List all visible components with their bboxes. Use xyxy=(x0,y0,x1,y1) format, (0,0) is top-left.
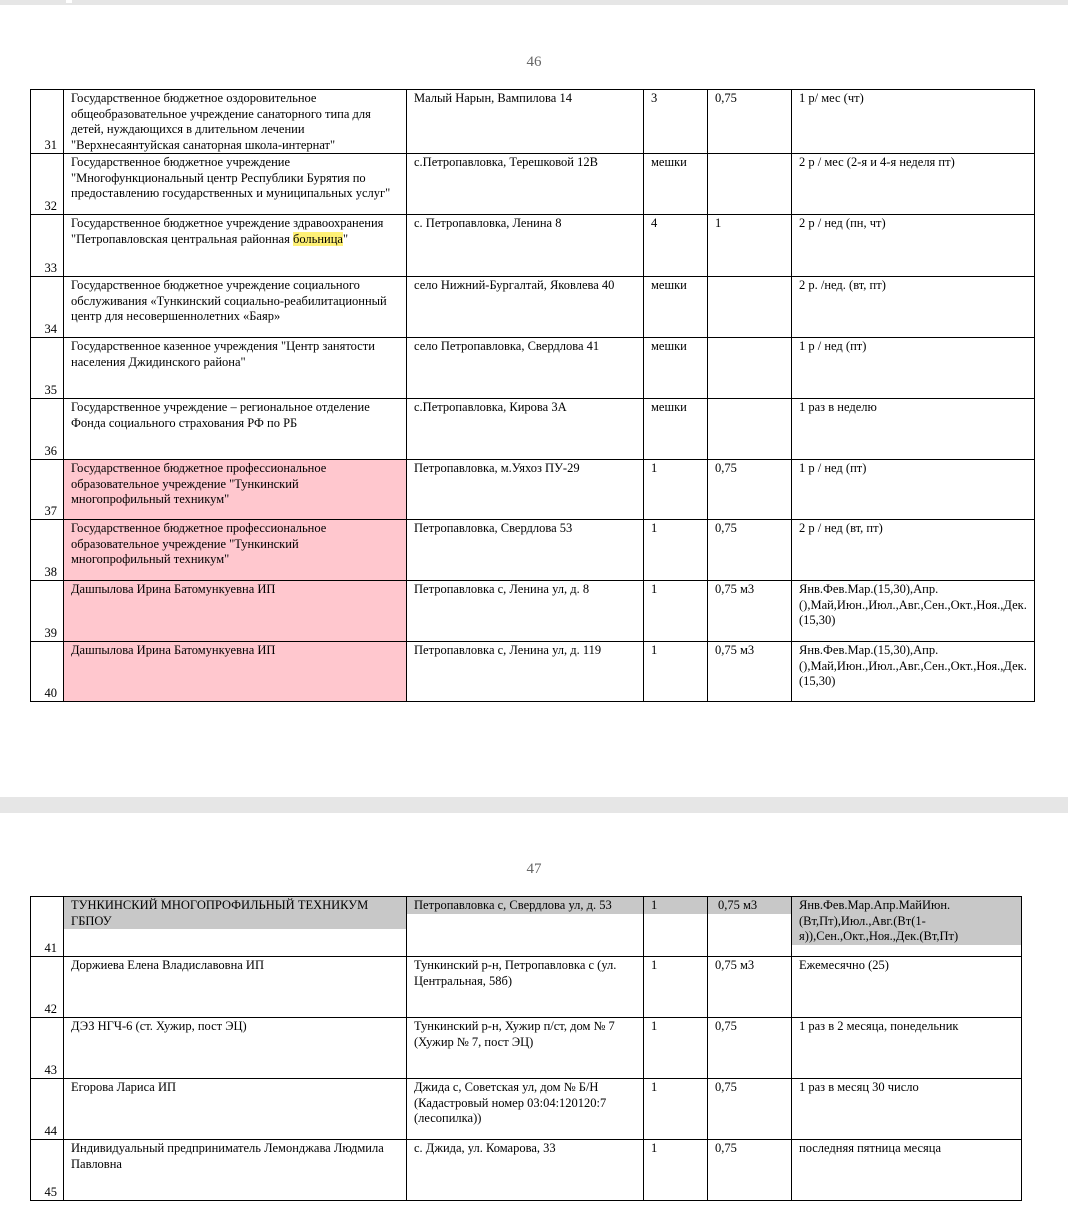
organization-name: Доржиева Елена Владиславовна ИП xyxy=(64,957,407,1018)
container-volume: 0,75 м3 xyxy=(708,642,792,702)
pickup-schedule: Ежемесячно (25) xyxy=(792,957,1022,1018)
row-number: 33 xyxy=(31,215,64,277)
address-cell: с.Петропавловка, Терешковой 12В xyxy=(407,154,644,215)
organization-name: Дашпылова Ирина Батомункуевна ИП xyxy=(64,642,407,702)
container-volume xyxy=(708,338,792,399)
container-volume: 0,75 xyxy=(708,520,792,581)
address-cell: Петропавловка, Свердлова 53 xyxy=(407,520,644,581)
row-number: 31 xyxy=(31,90,64,154)
pickup-schedule: 2 р / мес (2-я и 4-я неделя пт) xyxy=(792,154,1035,215)
row-number: 38 xyxy=(31,520,64,581)
table-row xyxy=(31,277,1035,338)
container-count: мешки xyxy=(644,154,708,215)
pickup-schedule: 2 р / нед (вт, пт) xyxy=(792,520,1035,581)
address-cell: с. Джида, ул. Комарова, 33 xyxy=(407,1140,644,1201)
pickup-schedule: Янв.Фев.Мар.(15,30),Апр.(),Май,Июн.,Июл.,Авг.,Сен.,Окт.,Ноя.,Дек.(15,30) xyxy=(792,642,1035,702)
row-number: 41 xyxy=(31,897,64,957)
organization-name xyxy=(64,897,407,957)
container-count: мешки xyxy=(644,399,708,460)
table-row xyxy=(31,338,1035,399)
container-count: 1 xyxy=(644,1079,708,1140)
container-volume xyxy=(708,277,792,338)
table-row xyxy=(31,215,1035,277)
organization-name: Государственное бюджетное профессиональное образовательное учреждение "Тункинский многопрофильный техникум" xyxy=(64,520,407,581)
pickup-schedule: 1 раз в неделю xyxy=(792,399,1035,460)
container-volume xyxy=(708,897,792,957)
waste-schedule-table xyxy=(30,89,1035,702)
count-text: 1 xyxy=(644,897,707,914)
container-count: 1 xyxy=(644,1018,708,1079)
address-cell: с. Петропавловка, Ленина 8 xyxy=(407,215,644,277)
organization-name: Индивидуальный предприниматель Лемонджава Людмила Павловна xyxy=(64,1140,407,1201)
table-row xyxy=(31,957,1022,1018)
pickup-schedule: Янв.Фев.Мар.(15,30),Апр.(),Май,Июн.,Июл.,Авг.,Сен.,Окт.,Ноя.,Дек.(15,30) xyxy=(792,581,1035,642)
address-cell: Тункинский р-н, Хужир п/ст, дом № 7 (Хужир № 7, пост ЭЦ) xyxy=(407,1018,644,1079)
waste-schedule-table xyxy=(30,896,1022,1201)
organization-name: Государственное бюджетное профессиональное образовательное учреждение "Тункинский многопрофильный техникум" xyxy=(64,460,407,520)
container-volume: 0,75 xyxy=(708,1018,792,1079)
row-number: 44 xyxy=(31,1079,64,1140)
schedule-text: Янв.Фев.Мар.Апр.МайИюн.(Вт,Пт),Июл.,Авг.(Вт(1-я)),Сен.,Окт.,Ноя.,Дек.(Вт,Пт) xyxy=(792,897,1021,945)
container-volume: 0,75 м3 xyxy=(708,957,792,1018)
pickup-schedule xyxy=(792,897,1022,957)
container-count: 1 xyxy=(644,460,708,520)
table-row xyxy=(31,154,1035,215)
address-cell: Петропавловка с, Ленина ул, д. 8 xyxy=(407,581,644,642)
table-row xyxy=(31,581,1035,642)
container-count: 1 xyxy=(644,642,708,702)
organization-name xyxy=(64,215,407,277)
container-volume: 0,75 м3 xyxy=(708,581,792,642)
ruler-marker xyxy=(66,0,72,3)
organization-name: Государственное учреждение – региональное отделение Фонда социального страхования РФ по РБ xyxy=(64,399,407,460)
row-number: 42 xyxy=(31,957,64,1018)
container-count: 1 xyxy=(644,520,708,581)
container-count: 1 xyxy=(644,581,708,642)
table-row xyxy=(31,90,1035,154)
organization-name: Государственное бюджетное учреждение "Многофункциональный центр Республики Бурятия по предоставлению государственных и муниципальных услуг" xyxy=(64,154,407,215)
address-cell: Джида с, Советская ул, дом № Б/Н (Кадастровый номер 03:04:120120:7 (лесопилка)) xyxy=(407,1079,644,1140)
organization-name: Егорова Лариса ИП xyxy=(64,1079,407,1140)
document-page xyxy=(0,5,1068,797)
container-count xyxy=(644,897,708,957)
volume-text: 0,75 м3 xyxy=(708,897,791,914)
container-count: мешки xyxy=(644,277,708,338)
container-count: 1 xyxy=(644,957,708,1018)
name-text: Государственное бюджетное учреждение здравоохранения "Петропавловская центральная районная xyxy=(71,216,384,246)
pickup-schedule: 1 раз в 2 месяца, понедельник xyxy=(792,1018,1022,1079)
address-text: Петропавловка с, Свердлова ул, д. 53 xyxy=(407,897,643,914)
address-cell xyxy=(407,897,644,957)
container-count: 3 xyxy=(644,90,708,154)
pickup-schedule: 1 р/ мес (чт) xyxy=(792,90,1035,154)
address-cell: Петропавловка с, Ленина ул, д. 119 xyxy=(407,642,644,702)
organization-name: Дашпылова Ирина Батомункуевна ИП xyxy=(64,581,407,642)
table-row xyxy=(31,642,1035,702)
container-volume: 0,75 xyxy=(708,90,792,154)
container-volume xyxy=(708,399,792,460)
table-row xyxy=(31,1079,1022,1140)
row-number: 39 xyxy=(31,581,64,642)
address-cell: село Петропавловка, Свердлова 41 xyxy=(407,338,644,399)
container-count: мешки xyxy=(644,338,708,399)
organization-name: Государственное бюджетное учреждение социального обслуживания «Тункинский социально-реабилитационный центр для несовершеннолетних «Баяр» xyxy=(64,277,407,338)
table-row xyxy=(31,1140,1022,1201)
table-row xyxy=(31,897,1022,957)
pickup-schedule: 1 р / нед (пт) xyxy=(792,338,1035,399)
row-number: 45 xyxy=(31,1140,64,1201)
row-number: 32 xyxy=(31,154,64,215)
table-row xyxy=(31,460,1035,520)
highlighted-text: больница xyxy=(292,231,343,246)
organization-name: Государственное бюджетное оздоровительное общеобразовательное учреждение санаторного типа для детей, нуждающихся в длительном лечении "Верхнесаянтуйская санаторная школа-интернат" xyxy=(64,90,407,154)
table-row xyxy=(31,1018,1022,1079)
pickup-schedule: 2 р / нед (пн, чт) xyxy=(792,215,1035,277)
row-number: 34 xyxy=(31,277,64,338)
pickup-schedule: 2 р. /нед. (вт, пт) xyxy=(792,277,1035,338)
pickup-schedule: 1 р / нед (пт) xyxy=(792,460,1035,520)
row-number: 37 xyxy=(31,460,64,520)
document-page xyxy=(0,813,1068,1220)
row-number: 40 xyxy=(31,642,64,702)
container-volume: 1 xyxy=(708,215,792,277)
table-row xyxy=(31,520,1035,581)
row-number: 36 xyxy=(31,399,64,460)
container-volume: 0,75 xyxy=(708,1140,792,1201)
address-cell: село Нижний-Бургалтай, Яковлева 40 xyxy=(407,277,644,338)
pickup-schedule: последняя пятница месяца xyxy=(792,1140,1022,1201)
address-cell: с.Петропавловка, Кирова 3А xyxy=(407,399,644,460)
row-number: 43 xyxy=(31,1018,64,1079)
address-cell: Тункинский р-н, Петропавловка с (ул. Центральная, 58б) xyxy=(407,957,644,1018)
name-text-end: " xyxy=(342,231,349,246)
pickup-schedule: 1 раз в месяц 30 число xyxy=(792,1079,1022,1140)
container-volume: 0,75 xyxy=(708,460,792,520)
page-number: 46 xyxy=(526,54,542,70)
table-row xyxy=(31,399,1035,460)
page-number: 47 xyxy=(526,861,542,877)
address-cell: Петропавловка, м.Уяхоз ПУ-29 xyxy=(407,460,644,520)
organization-name: Государственное казенное учреждения "Центр занятости населения Джидинского района" xyxy=(64,338,407,399)
container-volume xyxy=(708,154,792,215)
row-number: 35 xyxy=(31,338,64,399)
container-count: 4 xyxy=(644,215,708,277)
name-text: ТУНКИНСКИЙ МНОГОПРОФИЛЬНЫЙ ТЕХНИКУМ ГБПОУ xyxy=(64,897,406,929)
container-volume: 0,75 xyxy=(708,1079,792,1140)
container-count: 1 xyxy=(644,1140,708,1201)
address-cell: Малый Нарын, Вампилова 14 xyxy=(407,90,644,154)
organization-name: ДЭЗ НГЧ-6 (ст. Хужир, пост ЭЦ) xyxy=(64,1018,407,1079)
